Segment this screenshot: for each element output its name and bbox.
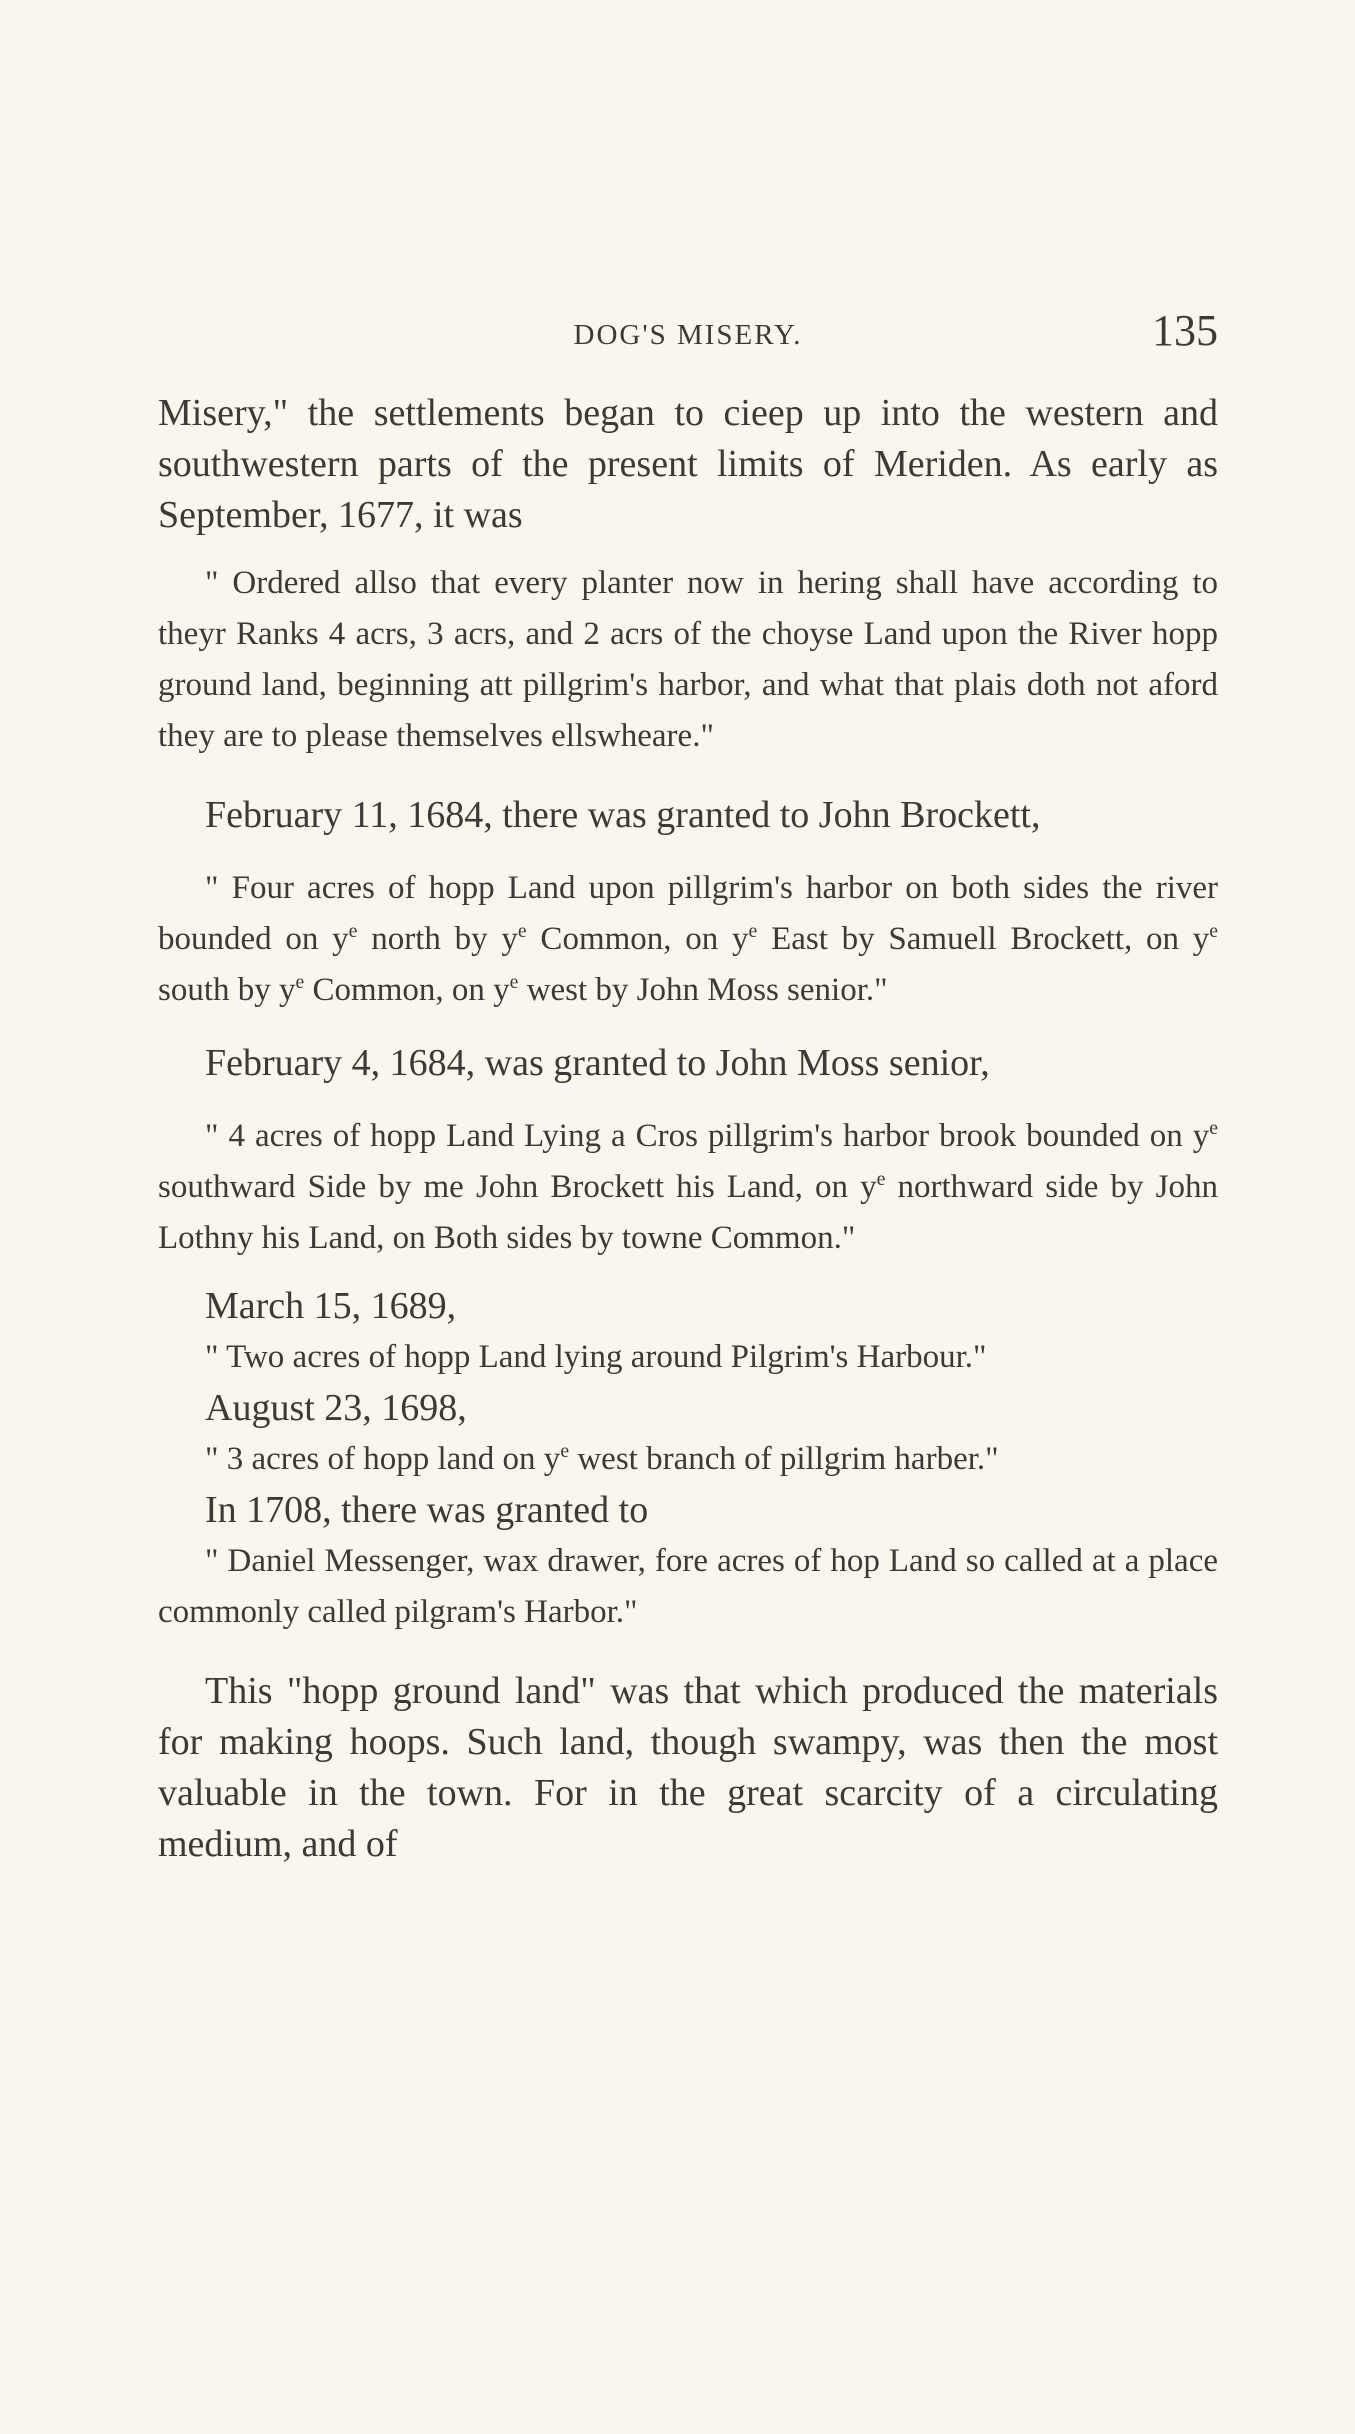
- page-number: 135: [1152, 306, 1218, 355]
- quote-1: " Ordered allso that every planter now in hering shall have according to theyr Ranks 4 acrs, 3 acrs, and 2 acrs of the choyse Land upon the River hopp ground land, beginning att pillgrim's harbor, and what that plais doth not aford they are to please themselves ellswheare.": [158, 565, 1218, 754]
- quote-2: " Four acres of hopp Land upon pillgrim's harbor on both sides the river bounded on $y^e$ north by $y^e$ Common, on $y^e$ East by Samuell Brockett, on $y^e$ south by $y^e$ Common, on $y^e$ west by John Moss senior.": [158, 870, 1218, 1008]
- paragraph-6: In 1708, there was granted to: [205, 1489, 649, 1531]
- quote-6: " Daniel Messenger, wax drawer, fore acres of hop Land so called at a place commonly called pilgram's Harbor.": [158, 1543, 1218, 1630]
- paragraph-5: August 23, 1698,: [205, 1387, 467, 1429]
- paragraph-1: Misery," the settlements began to cieep up into the western and southwestern parts of the present limits of Meriden. As early as September, 1677, it was: [158, 392, 1218, 536]
- paragraph-3: February 4, 1684, was granted to John Moss senior,: [205, 1042, 990, 1084]
- paragraph-4: March 15, 1689,: [205, 1285, 457, 1327]
- paragraph-2: February 11, 1684, there was granted to John Brockett,: [205, 794, 1041, 836]
- body-text: [158, 388, 1218, 1870]
- quote-3: " 4 acres of hopp Land Lying a Cros pillgrim's harbor brook bounded on $y^e$ southward Side by me John Brockett his Land, on $y^e$ northward side by John Lothny his Land, on Both sides by towne Common.": [158, 1117, 1218, 1256]
- page-header: [158, 305, 1218, 365]
- running-title: DOG'S MISERY.: [573, 319, 803, 351]
- quote-4: " Two acres of hopp Land lying around Pilgrim's Harbour.": [205, 1339, 987, 1375]
- paragraph-7: This "hopp ground land" was that which produced the materials for making hoops. Such land, though swampy, was then the most valuable in the town. For in the great scarcity of a circulating medium, and of: [158, 1670, 1218, 1865]
- quote-5: " 3 acres of hopp land on $y^e$ west branch of pillgrim harber.": [205, 1440, 999, 1477]
